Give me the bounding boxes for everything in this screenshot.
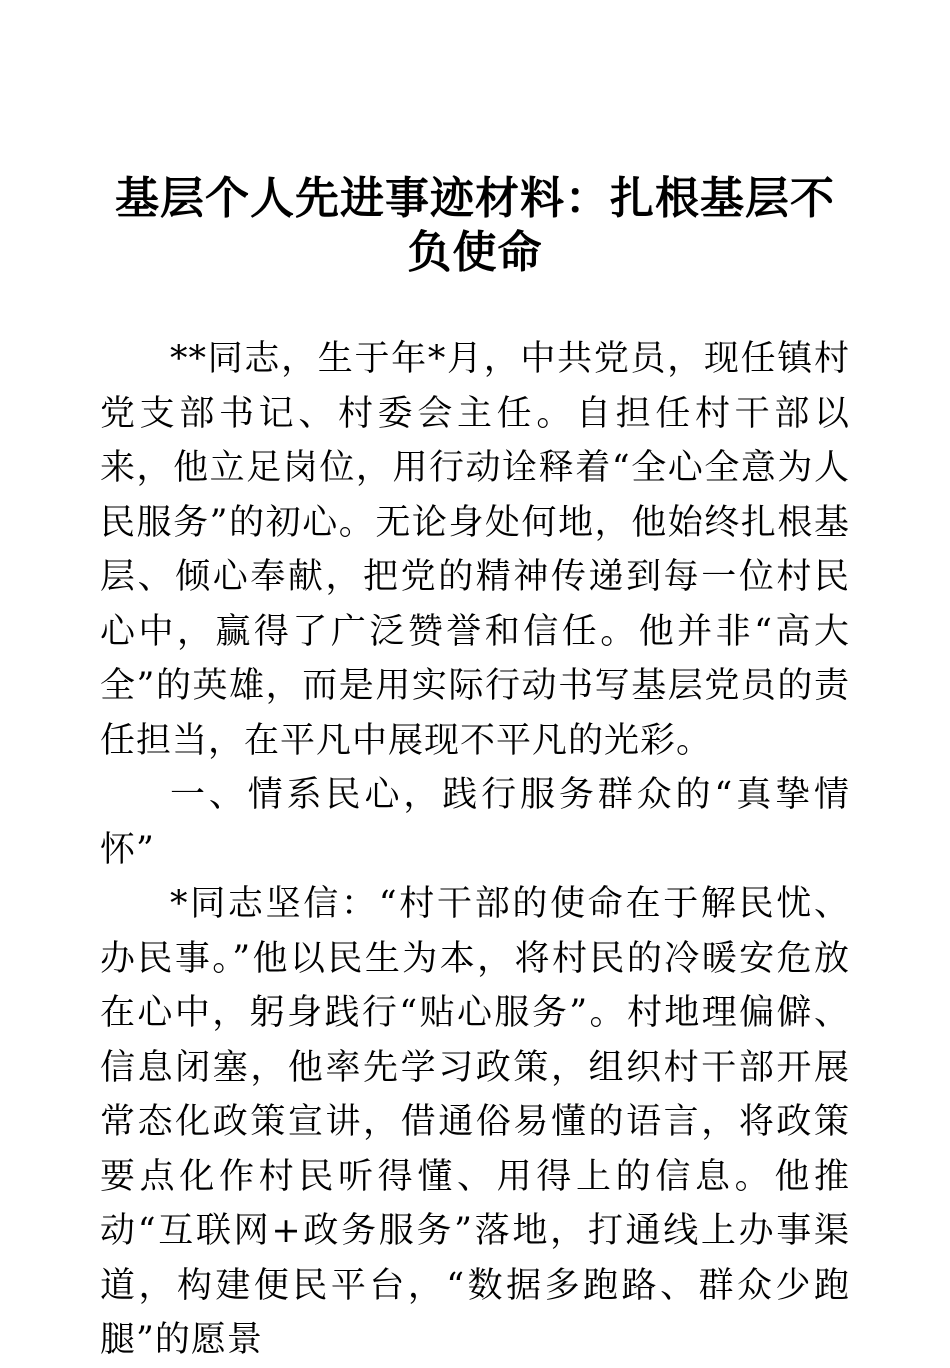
paragraph-section-1: *同志坚信：“村干部的使命在于解民忧、办民事。”他以民生为本，将村民的冷暖安危放在心中，躬身践行“贴心服务”。村地理偏僻、信息闭塞，他率先学习政策，组织村干部开展常态化政策宣讲，借通俗易懂的语言，将政策要点化作村民听得懂、用得上的信息。他推动“互联网+政务服务”落地，打通线上办事渠道，构建便民平台，“数据多跑路、群众少跑腿”的愿景	[100, 884, 850, 1360]
paragraph-intro: **同志，生于年*月，中共党员，现任镇村党支部书记、村委会主任。自担任村干部以来，他立足岗位，用行动诠释着“全心全意为人民服务”的初心。无论身处何地，他始终扎根基层、倾心奉献，把党的精神传递到每一位村民心中，赢得了广泛赞誉和信任。他并非“高大全”的英雄，而是用实际行动书写基层党员的责任担当，在平凡中展现不平凡的光彩。	[100, 339, 850, 761]
document-title: 基层个人先进事迹材料：扎根基层不负使命	[115, 173, 835, 278]
document-body	[100, 332, 850, 1368]
document-page	[100, 172, 850, 1368]
section-heading-1: 一、情系民心，践行服务群众的“真挚情怀”	[100, 775, 850, 870]
